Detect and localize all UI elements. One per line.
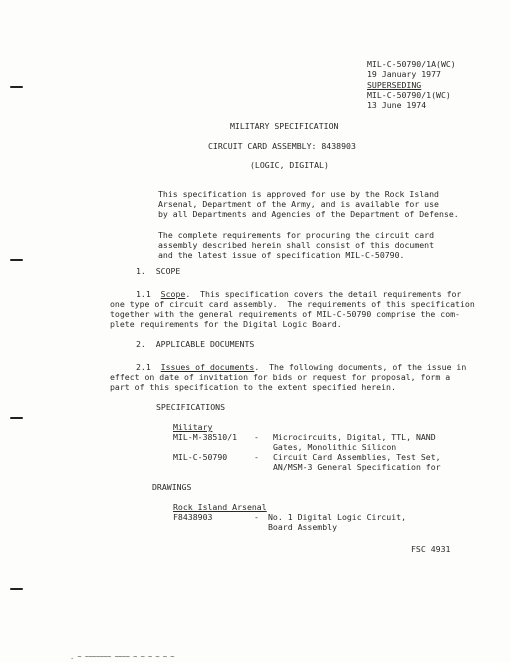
para-text: . This specification covers the detail requirements for [185,289,462,299]
para-title: Issues of documents [160,362,255,372]
para-title: Scope [160,289,186,299]
approval-line: Arsenal, Department of the Army, and is available for use [158,199,439,209]
requirements-line: assembly described herein shall consist of this document [158,240,435,250]
doc-date: 19 January 1977 [367,69,441,79]
superseded-date: 13 June 1974 [367,100,427,110]
drawing-desc: Board Assembly [268,522,338,532]
drawing-dash: - [254,512,259,522]
spec-dash: - [254,432,259,442]
issues-paragraph-lead [136,362,466,373]
drawings-heading: DRAWINGS [152,482,192,492]
requirements-line: and the latest issue of specification MIL-C-50790. [158,250,405,260]
spec-group-label: Military [173,422,213,432]
drawing-group-label: Rock Island Arsenal [173,502,267,512]
section-heading-documents: 2. APPLICABLE DOCUMENTS [136,339,255,349]
scope-paragraph-lead [136,289,461,300]
spec-desc: Circuit Card Assemblies, Test Set, [273,452,441,462]
scope-line: one type of circuit card assembly. The requirements of this specification [110,299,475,309]
para-number: 1.1 [136,289,151,299]
superseded-number: MIL-C-50790/1(WC) [367,90,451,100]
specifications-heading: SPECIFICATIONS [156,402,226,412]
drawing-desc: No. 1 Digital Logic Circuit, [268,512,407,522]
para-number: 2.1 [136,362,151,372]
margin-mark [10,588,23,590]
spec-title: MILITARY SPECIFICATION [230,121,339,131]
margin-mark [10,259,23,261]
fsc-code: FSC 4931 [411,544,451,554]
superseding-label: SUPERSEDING [367,80,422,90]
scope-line: plete requirements for the Digital Logic Board. [110,319,342,329]
issues-line: part of this specification to the extent specified herein. [110,382,396,392]
spec-dash: - [254,452,259,462]
spec-subtitle: CIRCUIT CARD ASSEMBLY: 8438903 [208,141,356,151]
scan-artifact: . ~ ~~~~~~~ ~~~~ ~ ~ ~ ~ ~ ~ [70,653,175,661]
margin-mark [10,86,23,88]
spec-id: MIL-C-50790 [173,452,228,462]
para-text: . The following documents, of the issue in [254,362,467,372]
spec-desc: Gates, Monolithic Silicon [273,442,397,452]
scope-line: together with the general requirements of MIL-C-50790 comprise the com- [110,309,460,319]
drawing-id: F8438903 [173,512,213,522]
doc-number: MIL-C-50790/1A(WC) [367,59,456,69]
requirements-line: The complete requirements for procuring the circuit card [158,230,435,240]
spec-desc: Microcircuits, Digital, TTL, NAND [273,432,436,442]
spec-desc: AN/MSM-3 General Specification for [273,462,441,472]
issues-line: effect on date of invitation for bids or request for proposal, form a [110,372,451,382]
spec-id: MIL-M-38510/1 [173,432,238,442]
approval-line: by all Departments and Agencies of the Department of Defense. [158,209,459,219]
approval-line: This specification is approved for use by the Rock Island [158,189,439,199]
spec-subtitle-2: (LOGIC, DIGITAL) [250,160,329,170]
margin-mark [10,417,23,419]
section-heading-scope: 1. SCOPE [136,266,181,276]
